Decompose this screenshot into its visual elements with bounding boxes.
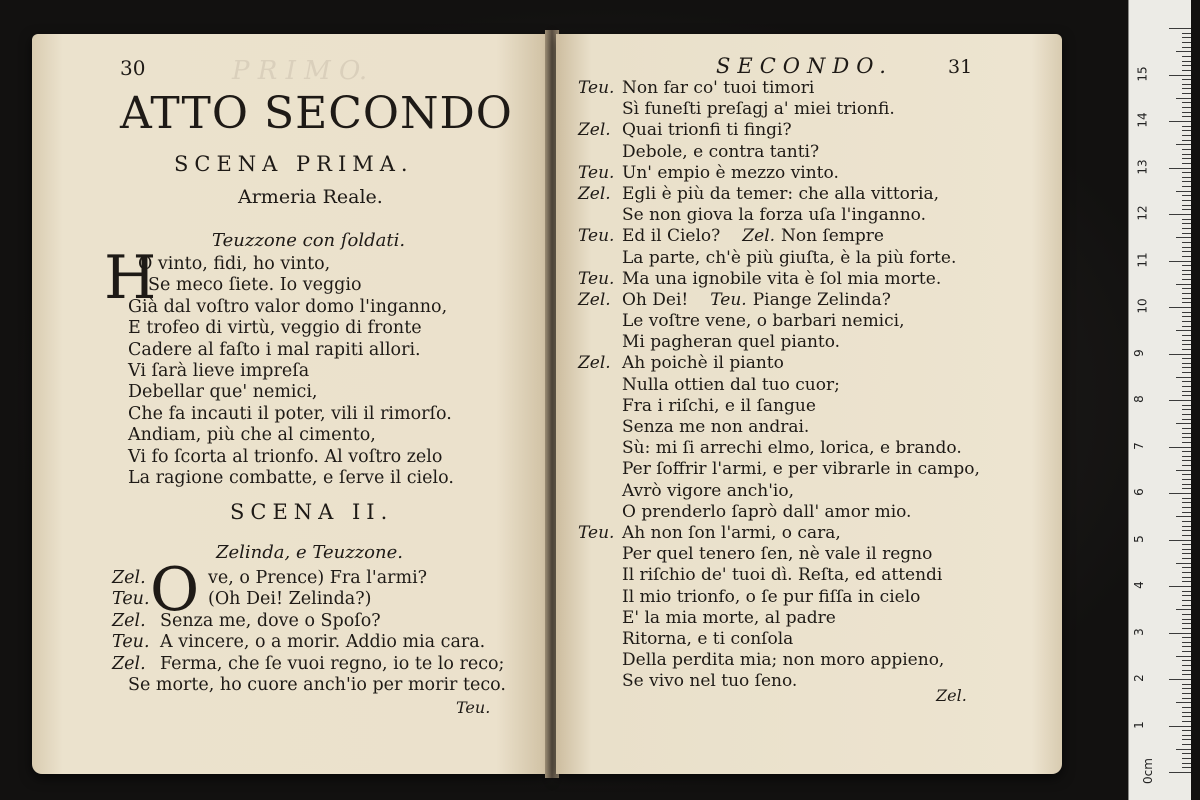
ruler-tick <box>1182 693 1191 694</box>
ruler-tick <box>1182 405 1191 406</box>
ruler-tick <box>1182 688 1191 689</box>
ruler-tick <box>1182 391 1191 392</box>
ruler-tick <box>1169 586 1191 587</box>
ruler-tick <box>1182 753 1191 754</box>
dialogue-line <box>578 481 980 502</box>
ruler-tick <box>1182 42 1191 43</box>
dialogue-line <box>578 269 980 290</box>
ruler-tick <box>1182 526 1191 527</box>
ruler-number: 2 <box>1131 674 1146 682</box>
verse-line: O vinto, fidi, ho vinto, <box>138 254 331 274</box>
dialogue-line <box>578 120 980 141</box>
dialogue-line <box>112 654 506 675</box>
verse-line: E trofeo di virtù, veggio di fronte <box>128 318 422 339</box>
dialogue-line <box>112 568 506 589</box>
line-text: Fra i riſchi, e il ſangue <box>622 395 816 416</box>
line-text: Il mio trionfo, o ſe pur fiſſa in cielo <box>622 586 921 607</box>
ruler-tick <box>1182 572 1191 573</box>
ruler-tick <box>1176 98 1191 99</box>
line-text: Ma una ignobile vita è ſol mia morte. <box>622 268 942 289</box>
dialogue-line <box>578 396 980 417</box>
ruler-tick <box>1182 158 1191 159</box>
dialogue-line <box>578 502 980 523</box>
ruler-tick <box>1182 33 1191 34</box>
ruler-tick <box>1182 614 1191 615</box>
ruler-tick <box>1182 195 1191 196</box>
verse-line: Debellar que' nemici, <box>128 382 318 403</box>
line-text: Per ſoffrir l'armi, e per vibrarle in campo, <box>622 459 980 480</box>
ruler-tick <box>1182 172 1191 173</box>
ruler-number: 11 <box>1135 251 1150 268</box>
left-page <box>32 34 548 774</box>
ruler-tick <box>1169 679 1191 680</box>
show-through-text: P R I M O. <box>232 56 368 86</box>
ruler-tick <box>1169 447 1191 448</box>
ruler-tick <box>1182 247 1191 248</box>
ruler-tick <box>1176 470 1191 471</box>
ruler-tick <box>1169 633 1191 634</box>
line-text: Egli è più da temer: che alla vittoria, <box>622 183 939 204</box>
ruler-tick <box>1182 140 1191 141</box>
ruler-tick <box>1182 577 1191 578</box>
ruler-tick <box>1176 144 1191 145</box>
ruler-tick <box>1182 595 1191 596</box>
verse-line: Andiam, più che al cimento, <box>128 425 376 446</box>
dialogue-line <box>578 671 980 692</box>
line-text: Nulla ottien dal tuo cuor; <box>622 374 840 395</box>
ruler-tick <box>1182 70 1191 71</box>
speaker-name: Teu. <box>578 522 615 543</box>
ruler-number: 1 <box>1131 720 1146 729</box>
ruler-tick <box>1182 767 1191 768</box>
ruler-tick <box>1182 651 1191 652</box>
ruler-tick <box>1182 605 1191 606</box>
ruler-tick <box>1182 474 1191 475</box>
ruler-tick <box>1182 93 1191 94</box>
line-text: Quai trionfi ti fingi? <box>622 120 792 141</box>
ruler-tick <box>1182 344 1191 345</box>
dialogue-line <box>578 99 980 120</box>
dialogue-line <box>578 290 980 311</box>
line-text: Mi pagheran quel pianto. <box>622 332 841 353</box>
ruler-tick <box>1182 684 1191 685</box>
dialogue-line <box>578 78 980 99</box>
ruler-tick <box>1182 279 1191 280</box>
ruler-tick <box>1182 181 1191 182</box>
speaker-name: Teu. <box>578 268 615 289</box>
line-text: Ah poichè il pianto <box>622 353 784 374</box>
line-text: Oh Dei! <box>622 289 689 310</box>
line-text: Sì funeſti preſagj a' miei trionfi. <box>622 99 895 120</box>
verse-line: Vi fo ſcorta al trionfo. Al voſtro zelo <box>128 446 443 467</box>
speaker-name: Zel. <box>578 183 611 204</box>
ruler-tick <box>1176 423 1191 424</box>
drop-cap: H <box>104 243 157 313</box>
ruler-tick <box>1182 591 1191 592</box>
dialogue-line <box>578 375 980 396</box>
ruler-tick <box>1176 330 1191 331</box>
ruler-tick <box>1182 479 1191 480</box>
ruler-tick <box>1182 233 1191 234</box>
speaker-name: Zel. <box>112 568 146 588</box>
scene-heading: SCENA II. <box>230 500 394 524</box>
speaker-name: Zel. <box>112 610 146 631</box>
dialogue-line <box>112 675 506 696</box>
ruler-tick <box>1182 465 1191 466</box>
ruler-tick <box>1182 674 1191 675</box>
dialogue-line <box>578 608 980 629</box>
dialogue-line <box>578 523 980 544</box>
ruler-tick <box>1182 61 1191 62</box>
ruler-tick <box>1182 707 1191 708</box>
right-page <box>556 34 1062 774</box>
ruler-tick <box>1182 395 1191 396</box>
verse-line: Che fa incauti il poter, vili il rimorſo. <box>128 403 452 424</box>
ruler-number: 0cm <box>1140 758 1155 784</box>
ruler-tick <box>1182 84 1191 85</box>
ruler-tick <box>1169 28 1191 29</box>
ruler-tick <box>1182 744 1191 745</box>
line-text: Non ſempre <box>780 226 884 247</box>
ruler-tick <box>1182 456 1191 457</box>
ruler-tick <box>1169 307 1191 308</box>
speaker-name: Teu. <box>112 632 150 653</box>
line-text: Della perdita mia; non moro appieno, <box>622 650 945 671</box>
dialogue-line <box>578 226 980 247</box>
verse-line: Già dal voſtro valor domo l'inganno, <box>128 296 448 317</box>
line-text: Le voſtre vene, o barbari nemici, <box>622 311 905 332</box>
ruler-tick <box>1182 567 1191 568</box>
ruler-tick <box>1182 209 1191 210</box>
line-text: (Oh Dei! Zelinda?) <box>208 589 372 610</box>
speaker-name: Teu. <box>710 289 747 310</box>
speaker-name: Zel. <box>578 289 611 310</box>
ruler-tick <box>1182 326 1191 327</box>
ruler-tick <box>1182 228 1191 229</box>
ruler-tick <box>1169 261 1191 262</box>
verse-line: La ragione combatte, e ſerve il cielo. <box>128 467 454 488</box>
ruler-tick <box>1182 581 1191 582</box>
ruler-tick <box>1182 186 1191 187</box>
ruler-tick <box>1182 484 1191 485</box>
ruler-tick <box>1182 47 1191 48</box>
ruler-tick <box>1182 600 1191 601</box>
dialogue-line <box>578 163 980 184</box>
ruler-number: 15 <box>1135 65 1150 82</box>
speaker-name: Teu. <box>578 162 615 183</box>
speaker-name: Teu. <box>578 226 615 247</box>
ruler-tick <box>1182 205 1191 206</box>
ruler-tick <box>1182 293 1191 294</box>
ruler-tick <box>1182 451 1191 452</box>
ruler-tick <box>1182 553 1191 554</box>
ruler-tick <box>1169 214 1191 215</box>
line-text: Il riſchio de' tuoi dì. Reſta, ed attendi <box>622 565 943 586</box>
ruler-tick <box>1169 168 1191 169</box>
ruler-number: 5 <box>1131 534 1146 543</box>
dialogue-line <box>578 587 980 608</box>
line-text: Ed il Cielo? <box>622 226 721 247</box>
ruler-tick <box>1169 75 1191 76</box>
line-text: Senza me, dove o Spoſo? <box>160 610 381 631</box>
catchword: Zel. <box>936 686 967 705</box>
running-head: SECONDO. <box>716 54 893 78</box>
ruler-tick <box>1182 502 1191 503</box>
dialogue-line <box>578 417 980 438</box>
line-text: E' la mia morte, al padre <box>622 607 836 628</box>
ruler-tick <box>1182 721 1191 722</box>
line-text: Un' empio è mezzo vinto. <box>622 162 839 183</box>
ruler-number: 13 <box>1135 158 1150 175</box>
measuring-ruler <box>1128 0 1191 800</box>
ruler-tick <box>1182 535 1191 536</box>
ruler-tick <box>1182 660 1191 661</box>
ruler-tick <box>1182 712 1191 713</box>
ruler-tick <box>1182 37 1191 38</box>
stage-direction: Zelinda, e Teuzzone. <box>216 542 403 563</box>
ruler-tick <box>1176 284 1191 285</box>
ruler-tick <box>1182 637 1191 638</box>
dialogue-line <box>578 459 980 480</box>
ruler-number: 8 <box>1131 395 1146 403</box>
ruler-tick <box>1182 270 1191 271</box>
ruler-tick <box>1182 735 1191 736</box>
ruler-tick <box>1182 116 1191 117</box>
ruler-tick <box>1182 386 1191 387</box>
ruler-tick <box>1182 507 1191 508</box>
speaker-name: Zel. <box>578 120 611 141</box>
ruler-tick <box>1169 493 1191 494</box>
ruler-tick <box>1182 381 1191 382</box>
speaker-name: Zel. <box>742 226 775 247</box>
ruler-tick <box>1176 191 1191 192</box>
line-text: Piange Zelinda? <box>752 289 891 310</box>
ruler-tick <box>1182 437 1191 438</box>
line-text: Ah non ſon l'armi, o cara, <box>622 522 841 543</box>
ruler-tick <box>1182 716 1191 717</box>
ruler-number: 12 <box>1135 205 1150 221</box>
page-number: 30 <box>120 56 146 80</box>
ruler-tick <box>1182 549 1191 550</box>
speaker-name: Zel. <box>578 353 611 374</box>
stage-direction: Teuzzone con ſoldati. <box>212 230 406 251</box>
line-text: Se morte, ho cuore anch'io per morir teco. <box>128 674 506 695</box>
line-text: La parte, ch'è più giuſta, è la più forte. <box>622 247 957 268</box>
ruler-number: 3 <box>1131 627 1146 636</box>
line-text: Per quel tenero ſen, nè vale il regno <box>622 544 933 565</box>
dialogue-line <box>578 184 980 205</box>
ruler-tick <box>1182 312 1191 313</box>
ruler-tick <box>1182 363 1191 364</box>
ruler-tick <box>1182 512 1191 513</box>
scene-setting: Armeria Reale. <box>238 186 383 208</box>
dialogue-line <box>578 332 980 353</box>
dialogue-line <box>578 248 980 269</box>
ruler-number: 6 <box>1131 488 1146 496</box>
ruler-tick <box>1182 349 1191 350</box>
ruler-tick <box>1182 340 1191 341</box>
ruler-tick <box>1182 112 1191 113</box>
ruler-tick <box>1182 298 1191 299</box>
drop-cap: O <box>150 555 200 625</box>
ruler-tick <box>1176 749 1191 750</box>
scene2-dialogue <box>112 568 506 696</box>
ruler-tick <box>1169 354 1191 355</box>
scene-heading: SCENA PRIMA. <box>174 152 414 176</box>
ruler-tick <box>1176 702 1191 703</box>
ruler-tick <box>1182 628 1191 629</box>
ruler-tick <box>1182 739 1191 740</box>
line-text: Debole, e contra tanti? <box>622 141 820 162</box>
ruler-number: 10 <box>1135 298 1150 314</box>
ruler-number: 7 <box>1131 441 1146 450</box>
ruler-tick <box>1182 107 1191 108</box>
ruler-tick <box>1176 563 1191 564</box>
ruler-tick <box>1176 237 1191 238</box>
ruler-tick <box>1176 656 1191 657</box>
ruler-tick <box>1182 758 1191 759</box>
dialogue-line <box>578 544 980 565</box>
ruler-tick <box>1169 772 1191 773</box>
ruler-tick <box>1182 163 1191 164</box>
ruler-tick <box>1182 698 1191 699</box>
line-text: Avrò vigore anch'io, <box>622 480 795 501</box>
dialogue-line <box>578 142 980 163</box>
ruler-tick <box>1182 126 1191 127</box>
line-text: Non far co' tuoi timori <box>622 78 815 98</box>
dialogue-line <box>578 205 980 226</box>
ruler-tick <box>1182 149 1191 150</box>
ruler-tick <box>1182 665 1191 666</box>
ruler-tick <box>1182 321 1191 322</box>
line-text: Se non giova la forza uſa l'inganno. <box>622 205 926 226</box>
dialogue-line <box>578 353 980 374</box>
ruler-tick <box>1176 609 1191 610</box>
ruler-number: 9 <box>1131 348 1146 357</box>
ruler-tick <box>1169 400 1191 401</box>
ruler-tick <box>1182 488 1191 489</box>
ruler-tick <box>1182 265 1191 266</box>
ruler-tick <box>1182 79 1191 80</box>
dialogue-line <box>578 311 980 332</box>
act-title: ATTO SECONDO <box>120 88 513 139</box>
ruler-number: 14 <box>1135 112 1150 128</box>
ruler-tick <box>1182 460 1191 461</box>
ruler-tick <box>1176 377 1191 378</box>
ruler-tick <box>1182 619 1191 620</box>
line-text: Ferma, che ſe vuoi regno, io te lo reco; <box>160 653 505 674</box>
dialogue-line <box>578 650 980 671</box>
ruler-tick <box>1182 223 1191 224</box>
ruler-tick <box>1182 200 1191 201</box>
ruler-tick <box>1182 288 1191 289</box>
ruler-tick <box>1182 256 1191 257</box>
scene1-verse <box>128 254 454 489</box>
verse-line: Vi ſarà lieve impreſa <box>128 360 310 381</box>
dialogue-line <box>578 629 980 650</box>
ruler-tick <box>1182 177 1191 178</box>
ruler-tick <box>1182 419 1191 420</box>
ruler-tick <box>1182 65 1191 66</box>
ruler-number: 4 <box>1131 581 1146 589</box>
line-text: O prenderlo ſaprò dall' amor mio. <box>622 501 912 522</box>
dialogue-line <box>112 589 506 610</box>
line-text: Sù: mi ſi arrechi elmo, lorica, e brando. <box>622 438 962 459</box>
speaker-name: Teu. <box>112 589 150 610</box>
ruler-tick <box>1176 51 1191 52</box>
ruler-tick <box>1182 623 1191 624</box>
speaker-name: Zel. <box>112 653 146 674</box>
ruler-tick <box>1182 442 1191 443</box>
ruler-tick <box>1182 130 1191 131</box>
speaker-name: Teu. <box>578 78 615 98</box>
ruler-tick <box>1182 367 1191 368</box>
ruler-tick <box>1182 154 1191 155</box>
ruler-tick <box>1182 358 1191 359</box>
catchword: Teu. <box>456 698 491 717</box>
ruler-tick <box>1182 428 1191 429</box>
ruler-tick <box>1182 302 1191 303</box>
ruler-tick <box>1182 414 1191 415</box>
ruler-tick <box>1182 242 1191 243</box>
ruler-tick <box>1182 530 1191 531</box>
ruler-tick <box>1182 135 1191 136</box>
ruler-tick <box>1182 544 1191 545</box>
dialogue-line <box>112 611 506 632</box>
ruler-tick <box>1182 521 1191 522</box>
ruler-tick <box>1182 670 1191 671</box>
ruler-tick <box>1182 498 1191 499</box>
dialogue-line <box>578 565 980 586</box>
ruler-tick <box>1176 516 1191 517</box>
dialogue-line <box>578 438 980 459</box>
ruler-tick <box>1169 726 1191 727</box>
ruler-tick <box>1182 219 1191 220</box>
ruler-tick <box>1182 372 1191 373</box>
line-text: A vincere, o a morir. Addio mia cara. <box>160 632 486 653</box>
page-number: 31 <box>948 56 973 78</box>
ruler-tick <box>1182 558 1191 559</box>
verse-line: Cadere al faſto i mal rapiti allori. <box>128 339 421 360</box>
dialogue-column <box>578 78 980 692</box>
ruler-tick <box>1182 102 1191 103</box>
ruler-tick <box>1182 763 1191 764</box>
ruler-tick <box>1182 646 1191 647</box>
ruler-tick <box>1182 730 1191 731</box>
line-text: Senza me non andrai. <box>622 417 810 437</box>
ruler-tick <box>1182 316 1191 317</box>
line-text: Se vivo nel tuo ſeno. <box>622 671 798 692</box>
ruler-tick <box>1182 409 1191 410</box>
ruler-tick <box>1182 251 1191 252</box>
ruler-tick <box>1182 88 1191 89</box>
ruler-tick <box>1169 540 1191 541</box>
ruler-tick <box>1169 121 1191 122</box>
line-text: Ritorna, e ti conſola <box>622 628 794 649</box>
line-text: ve, o Prence) Fra l'armi? <box>208 568 428 588</box>
ruler-tick <box>1182 642 1191 643</box>
ruler-tick <box>1182 433 1191 434</box>
ruler-tick <box>1182 56 1191 57</box>
ruler-tick <box>1182 274 1191 275</box>
dialogue-line <box>112 632 506 653</box>
verse-line: Se meco ſiete. Io veggio <box>148 275 362 296</box>
ruler-tick <box>1182 335 1191 336</box>
